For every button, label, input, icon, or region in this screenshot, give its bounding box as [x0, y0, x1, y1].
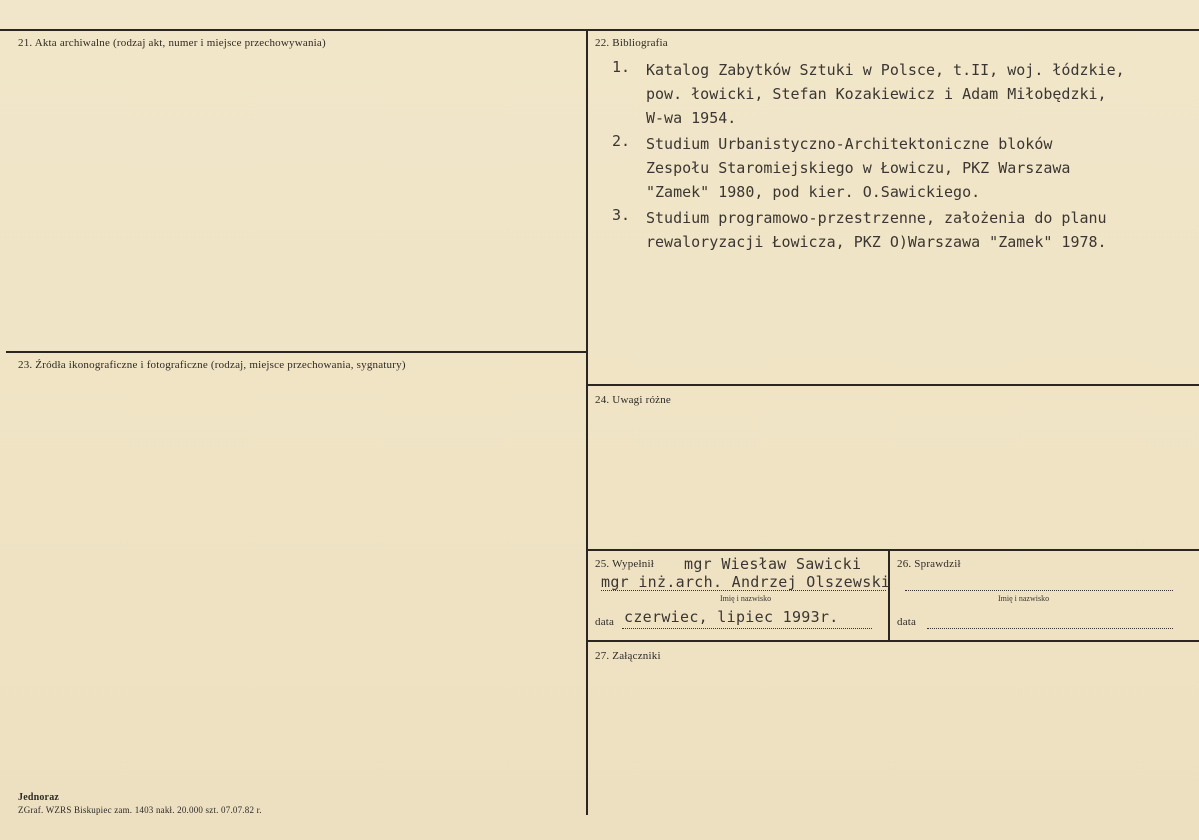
bibliography-item — [612, 206, 1125, 254]
bibliography-list — [612, 58, 1125, 256]
filled-by-name-dotted-line — [601, 590, 886, 591]
center-divider — [586, 29, 588, 815]
signature-divider — [888, 549, 890, 641]
left-mid-divider — [6, 351, 586, 353]
bibliography-item-line: rewaloryzacji Łowicza, PKZ O)Warszawa "Zamek" 1978. — [646, 233, 1107, 251]
bibliography-item-line: Zespołu Staromiejskiego w Łowiczu, PKZ Warszawa — [646, 159, 1071, 177]
section-23-label: 23. Źródła ikonograficzne i fotograficzne (rodzaj, miejsce przechowania, sygnatury) — [18, 359, 406, 371]
bibliography-item-line: "Zamek" 1980, pod kier. O.Sawickiego. — [646, 183, 981, 201]
bibliography-item-line: Studium programowo-przestrzenne, założenia do planu — [646, 209, 1107, 227]
bibliography-item-line: Studium Urbanistyczno-Architektoniczne bloków — [646, 135, 1053, 153]
filled-by-name-caption: Imię i nazwisko — [720, 594, 772, 603]
filled-by-name-line2: mgr inż.arch. Andrzej Olszewski — [601, 573, 891, 591]
checked-by-date-dotted-line — [927, 628, 1173, 629]
section-26-label: 26. Sprawdził — [897, 558, 961, 570]
right-divider-27 — [588, 640, 1199, 642]
filled-by-date-value: czerwiec, lipiec 1993r. — [624, 608, 839, 626]
section-27-label: 27. Załączniki — [595, 650, 661, 662]
section-21-label: 21. Akta archiwalne (rodzaj akt, numer i miejsce przechowywania) — [18, 37, 326, 49]
bibliography-item-number: 3. — [612, 206, 631, 224]
bibliography-item-line: W-wa 1954. — [646, 109, 737, 127]
bibliography-item-number: 2. — [612, 132, 631, 150]
bibliography-item — [612, 132, 1125, 204]
footer-title: Jednoraz — [18, 792, 60, 803]
section-22-label: 22. Bibliografia — [595, 37, 668, 49]
filled-by-date-dotted-line — [622, 628, 872, 629]
footer-imprint: ZGraf. WZRS Biskupiec zam. 1403 nakł. 20.000 szt. 07.07.82 r. — [18, 805, 262, 815]
right-divider-24 — [588, 384, 1199, 386]
checked-by-name-dotted-line — [905, 590, 1173, 591]
section-25-label: 25. Wypełnił — [595, 558, 654, 570]
bibliography-item-line: Katalog Zabytków Sztuki w Polsce, t.II, woj. łódzkie, — [646, 61, 1125, 79]
top-border — [0, 29, 1199, 31]
checked-by-date-label: data — [897, 616, 917, 628]
checked-by-name-caption: Imię i nazwisko — [998, 594, 1050, 603]
section-24-label: 24. Uwagi różne — [595, 394, 672, 406]
right-divider-25 — [588, 549, 1199, 551]
bibliography-item-number: 1. — [612, 58, 631, 76]
filled-by-name-line1: mgr Wiesław Sawicki — [684, 555, 862, 573]
filled-by-date-label: data — [595, 616, 615, 628]
bibliography-item — [612, 58, 1125, 130]
bibliography-item-line: pow. łowicki, Stefan Kozakiewicz i Adam Miłobędzki, — [646, 85, 1107, 103]
